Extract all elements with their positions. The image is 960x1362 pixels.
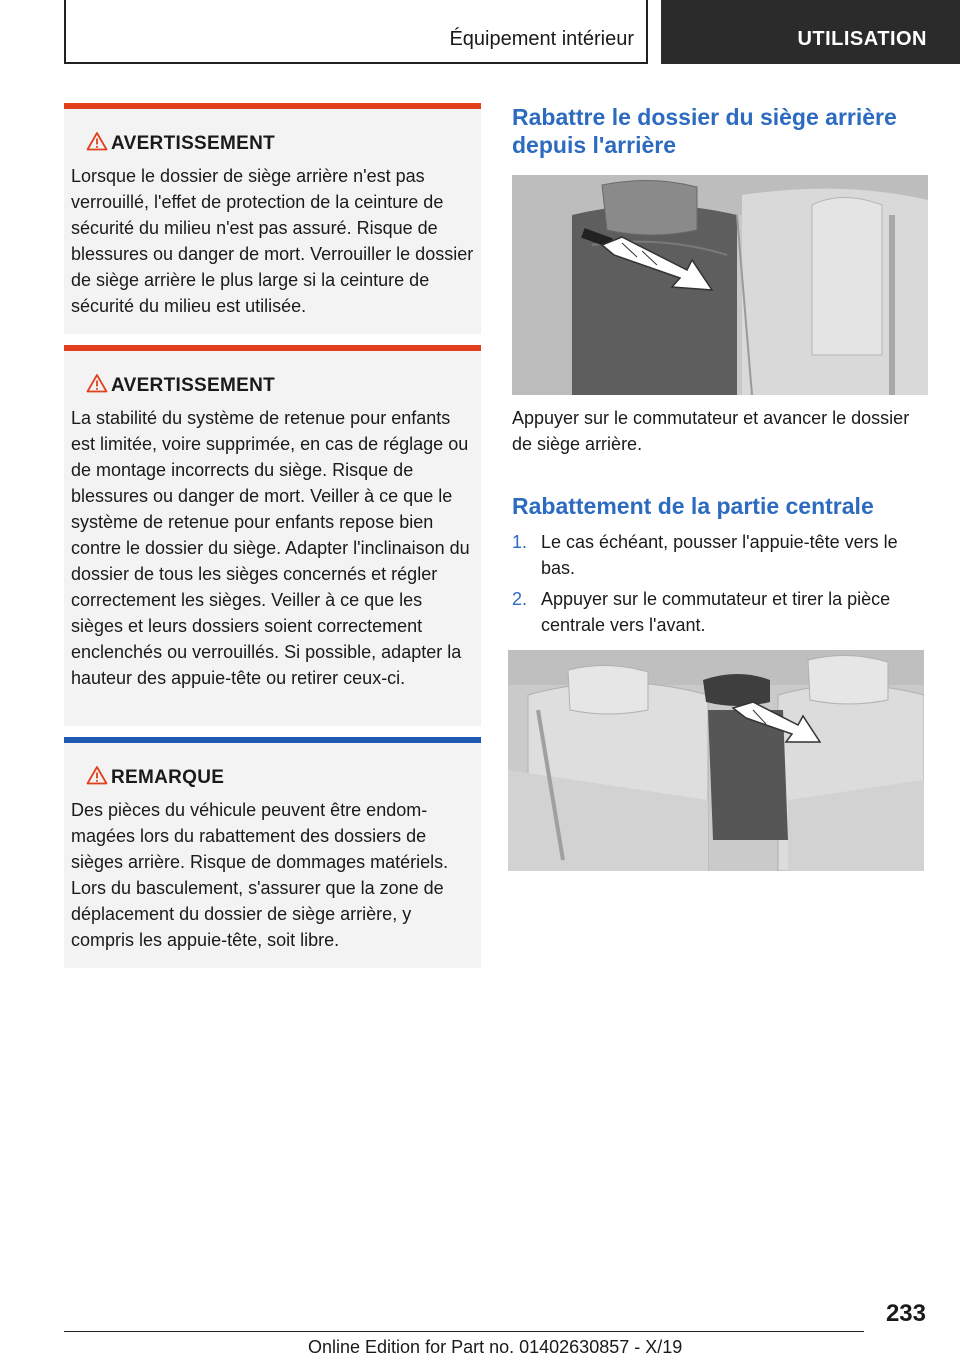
note-notice	[64, 737, 481, 968]
note-bar	[64, 737, 481, 743]
step-text: Le cas échéant, pousser l'appuie-tête vers le bas.	[541, 532, 898, 578]
warning-bar	[64, 345, 481, 351]
notice-title: AVERTISSEMENT	[111, 375, 276, 396]
warning-triangle-icon	[86, 373, 108, 393]
footer-divider	[64, 1331, 864, 1332]
footer-edition: Online Edition for Part no. 01402630857 - X/19	[308, 1337, 683, 1357]
warning-triangle-icon	[86, 131, 108, 151]
warning-notice-2	[64, 345, 481, 726]
header-section-box	[64, 0, 648, 64]
section1-paragraph: Appuyer sur le commutateur et avancer le dossier de siège arrière.	[512, 408, 910, 454]
section-heading-rear-fold: Rabattre le dossier du siège arrière depuis l'arrière	[512, 104, 897, 158]
step-text: Appuyer sur le commutateur et tirer la pièce centrale vers l'avant.	[541, 589, 891, 635]
notice-text: Des pièces du véhicule peuvent être endommagées lors du rabattement des dossiers de sièges arrière. Risque de dommages matériels. Lors du basculement, s'assurer que la zone de déplacement du dossier de siège arrière, y compris les appuie-tête, soit libre.	[71, 800, 449, 950]
section-heading-center-fold: Rabattement de la partie centrale	[512, 493, 874, 519]
rear-seat-fold-illustration	[512, 175, 928, 395]
warning-notice-1	[64, 103, 481, 334]
header-chapter-box	[661, 0, 960, 64]
notice-title: REMARQUE	[111, 767, 225, 788]
step-number: 1.	[512, 532, 528, 552]
header-chapter-title: UTILISATION	[797, 28, 927, 50]
notice-text: Lorsque le dossier de siège arrière n'est pas verrouillé, l'effet de protection de la ceinture de sécurité du milieu n'est pas assuré. Risque de blessures ou danger de mort. Verrouiller le dossier de siège arrière le plus large si la ceinture de sécurité du milieu est utilisée.	[71, 166, 474, 316]
warning-bar	[64, 103, 481, 109]
page-number: 233	[885, 1300, 926, 1327]
notice-title: AVERTISSEMENT	[111, 133, 276, 154]
warning-triangle-icon	[86, 765, 108, 785]
step-number: 2.	[512, 589, 528, 609]
center-section-fold-illustration	[508, 650, 924, 871]
notice-text: La stabilité du système de retenue pour enfants est limitée, voire supprimée, en cas de réglage ou de montage incorrects du siège. Risque de blessures ou danger de mort. Veiller à ce que le système de retenue pour enfants repose bien contre le dossier du siège. Adapter l'inclinaison du dossier de tous les sièges concernés et régler correctement les sièges. Veiller à ce que les sièges et leurs dossiers soient correctement enclenchés ou verrouillés. Si possible, adapter la hauteur des appuie-tête ou retirer ceux-ci.	[71, 408, 470, 688]
header-section-title: Équipement intérieur	[449, 28, 634, 50]
